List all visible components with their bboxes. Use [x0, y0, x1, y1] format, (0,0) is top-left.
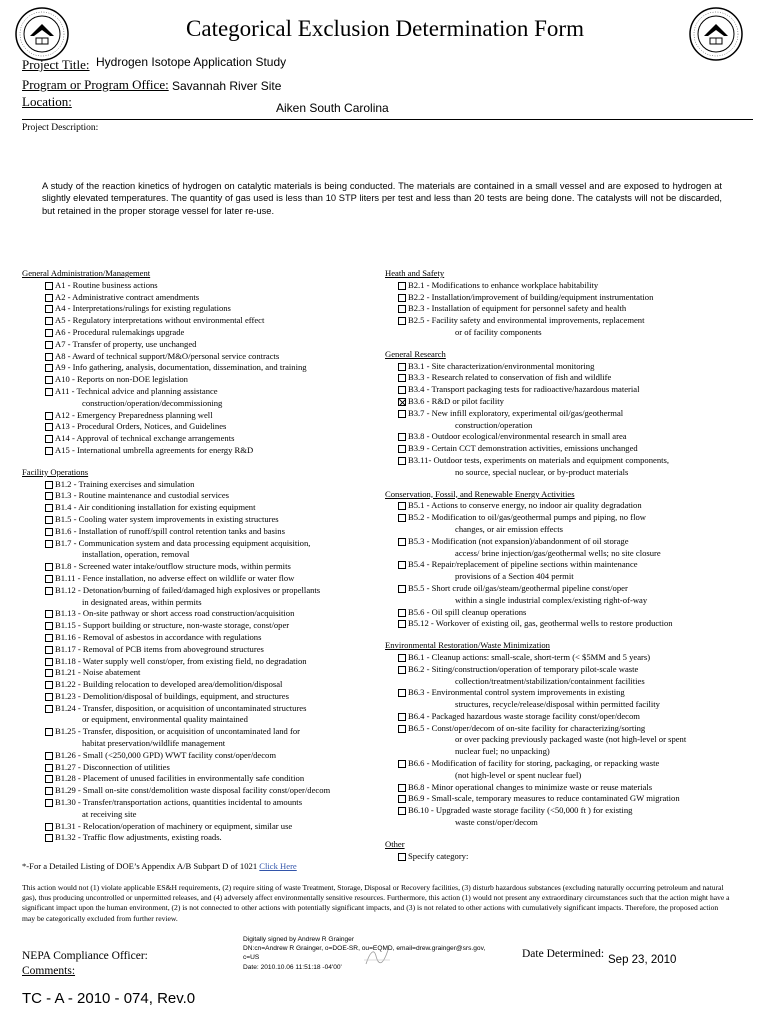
footnote-text: *-For a Detailed Listing of DOE’s Appendix A/B Subpart D of 1021 — [22, 861, 258, 871]
section-heading: Heath and Safety — [385, 268, 445, 278]
category-item — [22, 303, 382, 315]
category-item — [385, 292, 755, 304]
checkbox[interactable] — [45, 516, 53, 524]
category-item-continuation: access/ brine injection/gas/geothermal wells; no site closure — [455, 547, 661, 558]
category-item-label: B2.3 - Installation of equipment for personnel safety and health — [408, 303, 627, 314]
category-item — [22, 526, 382, 538]
category-item-label: A8 - Award of technical support/M&O/personal service contracts — [55, 350, 280, 361]
program-value: Savannah River Site — [172, 79, 282, 93]
category-item-label: B5.3 - Modification (not expansion)/abandonment of oil storage — [408, 535, 629, 546]
category-item — [385, 793, 755, 805]
checkbox[interactable] — [398, 807, 406, 815]
category-item-label: B5.1 - Actions to conserve energy, no indoor air quality degradation — [408, 500, 642, 511]
category-item-label: B1.28 - Placement of unused facilities in environmentally safe condition — [55, 773, 305, 784]
category-item-label: B5.4 - Repair/replacement of pipeline sections within maintenance — [408, 559, 638, 570]
checkbox[interactable] — [45, 423, 53, 431]
category-item-label: B1.16 - Removal of asbestos in accordance with regulations — [55, 631, 262, 642]
category-item — [385, 443, 755, 455]
category-item-label: B2.2 - Installation/improvement of building/equipment instrumentation — [408, 291, 654, 302]
checkbox[interactable] — [45, 528, 53, 536]
checkbox[interactable] — [398, 725, 406, 733]
category-item-label: B1.32 - Traffic flow adjustments, existing roads. — [55, 832, 222, 843]
category-item — [22, 280, 382, 292]
category-item — [22, 832, 382, 844]
category-item-label: B2.1 - Modifications to enhance workplace habitability — [408, 279, 599, 290]
category-item — [385, 500, 755, 512]
checkbox[interactable] — [45, 364, 53, 372]
category-item-label: B1.5 - Cooling water system improvements in existing structures — [55, 513, 279, 524]
checkbox[interactable] — [45, 329, 53, 337]
checkbox[interactable] — [398, 561, 406, 569]
category-item-label: B6.3 - Environmental control system improvements in existing — [408, 687, 625, 698]
checkbox-checked[interactable] — [398, 398, 406, 406]
right-category-column — [385, 268, 755, 862]
date-determined-value: Sep 23, 2010 — [608, 954, 677, 966]
date-determined-label: Date Determined: — [522, 948, 605, 960]
section-heading: Facility Operations — [22, 466, 89, 477]
category-item-label: A12 - Emergency Preparedness planning well — [55, 409, 213, 420]
category-item-continuation: nuclear fuel; no unpacking) — [455, 746, 550, 757]
category-item-label: A10 - Reports on non-DOE legislation — [55, 374, 188, 385]
category-item-label: B3.8 - Outdoor ecological/environmental research in small area — [408, 431, 627, 442]
header-divider — [22, 119, 753, 120]
checkbox[interactable] — [398, 538, 406, 546]
checkbox[interactable] — [45, 587, 53, 595]
category-item — [385, 280, 755, 292]
category-item — [22, 667, 382, 679]
checkbox[interactable] — [45, 540, 53, 548]
category-item — [385, 583, 755, 595]
category-item-label: B1.25 - Transfer, disposition, or acquisition of uncontaminated land for — [55, 726, 301, 737]
category-item — [385, 652, 755, 664]
category-item-label: B3.4 - Transport packaging tests for radioactive/hazardous material — [408, 384, 640, 395]
checkbox[interactable] — [398, 795, 406, 803]
checkbox[interactable] — [45, 799, 53, 807]
checkbox[interactable] — [398, 374, 406, 382]
category-item — [385, 315, 755, 327]
category-item-continuation: construction/operation/decommissioning — [82, 397, 223, 408]
checkbox[interactable] — [45, 353, 53, 361]
category-item — [385, 559, 755, 571]
category-item — [22, 445, 382, 457]
checkbox[interactable] — [398, 609, 406, 617]
category-item-label: B1.24 - Transfer, disposition, or acquisition of uncontaminated structures — [55, 702, 307, 713]
category-item-label: A1 - Routine business actions — [55, 279, 158, 290]
category-item — [22, 573, 382, 585]
digital-signature-line: c=US — [243, 954, 260, 962]
appendix-link[interactable]: Click Here — [259, 861, 297, 871]
category-item-label: B1.2 - Training exercises and simulation — [55, 478, 195, 489]
category-item-label: B1.8 - Screened water intake/outflow structure mods, within permits — [55, 561, 291, 572]
category-item — [22, 656, 382, 668]
category-item-continuation: habitat preservation/wildlife management — [82, 738, 226, 749]
category-item-label: A2 - Administrative contract amendments — [55, 291, 200, 302]
category-item-label: B6.6 - Modification of facility for storing, packaging, or repacking waste — [408, 758, 660, 769]
category-item-label: B3.9 - Certain CCT demonstration activities, emissions unchanged — [408, 443, 638, 454]
checkbox[interactable] — [398, 410, 406, 418]
category-item — [385, 723, 755, 735]
category-item — [385, 687, 755, 699]
category-item — [22, 821, 382, 833]
checkbox[interactable] — [398, 445, 406, 453]
category-item-continuation: or of facility components — [455, 326, 542, 337]
category-item-label: B3.6 - R&D or pilot facility — [408, 395, 504, 406]
category-item-label: B1.21 - Noise abatement — [55, 667, 141, 678]
digital-signature-line: DN:cn=Andrew R Grainger, o=DOE-SR, ou=EQMD, email=drew.grainger@srs.gov, — [243, 945, 486, 953]
checkbox[interactable] — [45, 823, 53, 831]
checkbox[interactable] — [45, 775, 53, 783]
category-item-label: B1.17 - Removal of PCB items from aboveground structures — [55, 643, 264, 654]
category-item — [22, 538, 382, 550]
checkbox[interactable] — [45, 693, 53, 701]
checkbox[interactable] — [398, 713, 406, 721]
signature-mark — [362, 942, 392, 972]
category-item-label: B1.30 - Transfer/transportation actions, quantities incidental to amounts — [55, 797, 303, 808]
comments-label: Comments: — [22, 965, 76, 977]
category-item-label: B1.27 - Disconnection of utilities — [55, 761, 170, 772]
category-item-label: B3.11- Outdoor tests, experiments on materials and equipment components, — [408, 454, 670, 465]
nepa-officer-label: NEPA Compliance Officer: — [22, 950, 148, 962]
category-item — [22, 679, 382, 691]
category-item-continuation: or equipment, environmental quality maintained — [82, 714, 248, 725]
digital-signature-line: Digitally signed by Andrew R Grainger — [243, 936, 355, 943]
category-item-label: B6.4 - Packaged hazardous waste storage facility const/oper/decom — [408, 710, 640, 721]
category-item-label: B5.6 - Oil spill cleanup operations — [408, 606, 527, 617]
checkbox[interactable] — [45, 646, 53, 654]
project-description: A study of the reaction kinetics of hydrogen on catalytic materials is being conducted. The materials are contained in a small vessel and are exposed to hydrogen at slightly elevated temperatures. The quantity of gas used is less than 10 STP liters per test and less than 20 tests are being done. The catalysts will not be discarded, but retained in the proper storage vessel for later re-use. — [42, 181, 722, 216]
category-item — [22, 386, 382, 398]
category-item-label: B1.4 - Air conditioning installation for existing equipment — [55, 502, 256, 513]
category-item — [385, 303, 755, 315]
category-item-label: A9 - Info gathering, analysis, documentation, dissemination, and training — [55, 362, 307, 373]
category-item-label: B1.11 - Fence installation, no adverse effect on wildlife or water flow — [55, 572, 295, 583]
category-item-label: B3.1 - Site characterization/environmental monitoring — [408, 360, 595, 371]
category-item — [385, 455, 755, 467]
checkbox[interactable] — [45, 412, 53, 420]
category-item — [22, 292, 382, 304]
checkbox[interactable] — [45, 705, 53, 713]
category-item-label: B6.9 - Small-scale, temporary measures to reduce contaminated GW migration — [408, 793, 680, 804]
category-item — [22, 644, 382, 656]
category-item-continuation: waste const/oper/decom — [455, 817, 538, 828]
checkbox[interactable] — [398, 282, 406, 290]
checkbox[interactable] — [45, 681, 53, 689]
category-item-continuation: (not high-level or spent nuclear fuel) — [455, 769, 582, 780]
category-item — [22, 351, 382, 363]
category-item — [385, 664, 755, 676]
category-item-label: A7 - Transfer of property, use unchanged — [55, 338, 197, 349]
category-item-label: B1.29 - Small on-site const/demolition waste disposal facility const/oper/decom — [55, 785, 331, 796]
category-item-label: B1.13 - On-site pathway or short access road construction/acquisition — [55, 608, 295, 619]
category-item — [22, 362, 382, 374]
checkbox[interactable] — [45, 504, 53, 512]
checkbox[interactable] — [398, 317, 406, 325]
checkbox[interactable] — [398, 514, 406, 522]
category-item-label: A13 - Procedural Orders, Notices, and Guidelines — [55, 421, 227, 432]
category-item — [385, 361, 755, 373]
category-item-label: Specify category: — [408, 850, 469, 861]
section-heading: Conservation, Fossil, and Renewable Energy Activities — [385, 488, 575, 499]
category-item-continuation: no source, special nuclear, or by-product materials — [455, 466, 629, 477]
category-item-label: B1.6 - Installation of runoff/spill control retention tanks and basins — [55, 525, 285, 536]
project-title-value: Hydrogen Isotope Application Study — [96, 55, 287, 69]
category-item — [22, 374, 382, 386]
category-item — [22, 608, 382, 620]
category-item — [385, 618, 755, 630]
checkbox[interactable] — [45, 634, 53, 642]
section-heading: Other — [385, 838, 405, 849]
footnote — [22, 861, 297, 871]
category-item-label: B6.10 - Upgraded waste storage facility (<50,000 ft ) for existing — [408, 805, 633, 816]
category-item-label: B3.7 - New infill exploratory, experimental oil/gas/geothermal — [408, 407, 624, 418]
category-item — [385, 384, 755, 396]
checkbox[interactable] — [398, 585, 406, 593]
checkbox[interactable] — [45, 752, 53, 760]
category-item — [22, 327, 382, 339]
category-item — [22, 514, 382, 526]
category-item — [22, 703, 382, 715]
category-item-label: B3.3 - Research related to conservation of fish and wildlife — [408, 372, 612, 383]
category-item-label: A6 - Procedural rulemakings upgrade — [55, 326, 185, 337]
checkbox[interactable] — [45, 341, 53, 349]
category-item-label: B6.5 - Const/oper/decom of on-site facility for characterizing/sorting — [408, 722, 646, 733]
checkbox[interactable] — [45, 764, 53, 772]
category-item — [385, 711, 755, 723]
category-item-label: B6.2 - Siting/construction/operation of temporary pilot-scale waste — [408, 663, 639, 674]
category-item-label: B1.15 - Support building or structure, non-waste storage, const/oper — [55, 620, 290, 631]
category-item — [22, 490, 382, 502]
category-item — [22, 750, 382, 762]
category-item-continuation: in designated areas, within permits — [82, 596, 202, 607]
category-item-label: B1.31 - Relocation/operation of machinery or equipment, similar use — [55, 820, 293, 831]
category-item-label: A4 - Interpretations/rulings for existing regulations — [55, 303, 231, 314]
checkbox[interactable] — [398, 666, 406, 674]
category-item — [385, 396, 755, 408]
category-item — [385, 408, 755, 420]
checkbox[interactable] — [45, 787, 53, 795]
checkbox[interactable] — [398, 386, 406, 394]
category-item-label: B1.18 - Water supply well const/oper, from existing field, no degradation — [55, 655, 307, 666]
category-item-label: B1.3 - Routine maintenance and custodial services — [55, 490, 229, 501]
checkbox[interactable] — [45, 435, 53, 443]
category-item — [22, 797, 382, 809]
category-item-label: B6.1 - Cleanup actions: small-scale, short-term (< $5MM and 5 years) — [408, 651, 651, 662]
category-item-continuation: within a single industrial complex/existing right-of-way — [455, 594, 648, 605]
checkbox[interactable] — [398, 689, 406, 697]
category-item — [22, 433, 382, 445]
category-item-label: A14 - Approval of technical exchange arrangements — [55, 433, 235, 444]
checkbox[interactable] — [45, 294, 53, 302]
description-label: Project Description: — [22, 123, 99, 133]
category-item — [22, 421, 382, 433]
checkbox[interactable] — [398, 620, 406, 628]
category-item — [22, 726, 382, 738]
category-item-label: B1.12 - Detonation/burning of failed/damaged high explosives or propellants — [55, 584, 321, 595]
checkbox[interactable] — [45, 317, 53, 325]
category-item — [22, 561, 382, 573]
category-item — [385, 512, 755, 524]
project-title-label: Project Title: — [22, 57, 90, 72]
checkbox[interactable] — [45, 447, 53, 455]
category-item-continuation: provisions of a Section 404 permit — [455, 571, 574, 582]
category-item-continuation: changes, or air emission effects — [455, 523, 563, 534]
checkbox[interactable] — [45, 492, 53, 500]
category-item-continuation: construction/operation — [455, 419, 533, 430]
category-item — [385, 782, 755, 794]
document-id: TC - A - 2010 - 074, Rev.0 — [22, 990, 196, 1007]
category-item-label: B5.12 - Workover of existing oil, gas, geothermal wells to restore production — [408, 618, 673, 629]
category-item — [22, 585, 382, 597]
checkbox[interactable] — [398, 784, 406, 792]
checkbox[interactable] — [45, 563, 53, 571]
checkbox[interactable] — [45, 575, 53, 583]
category-item-label: B1.22 - Building relocation to developed area/demolition/disposal — [55, 679, 283, 690]
location-value: Aiken South Carolina — [276, 101, 389, 115]
category-item — [22, 410, 382, 422]
category-item — [22, 339, 382, 351]
category-item — [385, 431, 755, 443]
category-item — [22, 691, 382, 703]
category-item — [385, 758, 755, 770]
category-item — [22, 502, 382, 514]
checkbox[interactable] — [398, 654, 406, 662]
category-item-label: B2.5 - Facility safety and environmental improvements, replacement — [408, 315, 645, 326]
category-item — [22, 479, 382, 491]
checkbox[interactable] — [398, 305, 406, 313]
checkbox[interactable] — [398, 502, 406, 510]
determination-statement: This action would not (1) violate applicable ES&H requirements, (2) require siting of waste Treatment, Storage, Disposal or Recovery facilities, (3) disturb hazardous substances (excluding naturally occurring petroleum and natural gas), thus producing uncontrolled or unpermitted releases, and (4) adversely affect environmentally sensitive resources. Furthermore, this action (1) would not present any extraordinary circumstances such that the action might have a significant impact upon the human environment, (2) is not connected to other actions with potentially significant impacts, and (3) is not related to other actions with cumulatively significant impacts. Therefore, the proposed action may be categorically excluded from further review. — [22, 883, 730, 923]
checkbox[interactable] — [398, 433, 406, 441]
checkbox[interactable] — [45, 376, 53, 384]
checkbox[interactable] — [45, 481, 53, 489]
section-heading: General Administration/Management — [22, 268, 151, 278]
category-item — [385, 372, 755, 384]
category-item-continuation: at receiving site — [82, 808, 137, 819]
category-item — [385, 805, 755, 817]
location-label: Location: — [22, 94, 72, 109]
checkbox[interactable] — [398, 760, 406, 768]
category-item-label: B6.8 - Minor operational changes to minimize waste or reuse materials — [408, 781, 653, 792]
category-item-continuation: structures, recycle/release/disposal within permitted facility — [455, 699, 660, 710]
category-item — [385, 536, 755, 548]
section-heading: General Research — [385, 348, 446, 359]
category-item-label: B5.2 - Modification to oil/gas/geothermal pumps and piping, no flow — [408, 512, 646, 523]
checkbox[interactable] — [45, 622, 53, 630]
category-item-continuation: collection/treatment/stabilization/containment facilities — [455, 675, 645, 686]
checkbox[interactable] — [45, 282, 53, 290]
checkbox[interactable] — [398, 853, 406, 861]
category-item — [22, 315, 382, 327]
checkbox[interactable] — [398, 294, 406, 302]
checkbox[interactable] — [45, 728, 53, 736]
checkbox[interactable] — [45, 669, 53, 677]
category-item-label: B1.7 - Communication system and data processing equipment acquisition, — [55, 537, 311, 548]
category-item — [385, 607, 755, 619]
category-item — [22, 620, 382, 632]
category-item-label: A11 - Technical advice and planning assistance — [55, 385, 218, 396]
category-item-continuation: or over packing previously packaged waste (not high-level or spent — [455, 734, 687, 745]
form-title: Categorical Exclusion Determination Form — [186, 16, 584, 41]
category-item — [385, 851, 755, 863]
checkbox[interactable] — [398, 457, 406, 465]
checkbox[interactable] — [45, 834, 53, 842]
category-item — [22, 785, 382, 797]
program-label: Program or Program Office: — [22, 77, 169, 92]
category-item-label: A15 - International umbrella agreements for energy R&D — [55, 444, 254, 455]
checkbox[interactable] — [45, 305, 53, 313]
category-item-label: A5 - Regulatory interpretations without environmental effect — [55, 315, 265, 326]
section-heading: Environmental Restoration/Waste Minimization — [385, 640, 550, 651]
category-item — [22, 762, 382, 774]
category-item-label: B1.23 - Demolition/disposal of buildings, equipment, and structures — [55, 690, 289, 701]
checkbox[interactable] — [45, 610, 53, 618]
category-item-continuation: installation, operation, removal — [82, 549, 190, 560]
checkbox[interactable] — [45, 388, 53, 396]
category-item-label: B1.26 - Small (<250,000 GPD) WWT facility const/oper/decom — [55, 749, 277, 760]
category-item-label: B5.5 - Short crude oil/gas/steam/geothermal pipeline const/oper — [408, 582, 628, 593]
category-item — [22, 632, 382, 644]
checkbox[interactable] — [45, 658, 53, 666]
digital-signature-line: Date: 2010.10.06 11:51:18 -04'00' — [243, 963, 342, 971]
checkbox[interactable] — [398, 363, 406, 371]
category-item — [22, 773, 382, 785]
left-category-column — [22, 268, 382, 844]
